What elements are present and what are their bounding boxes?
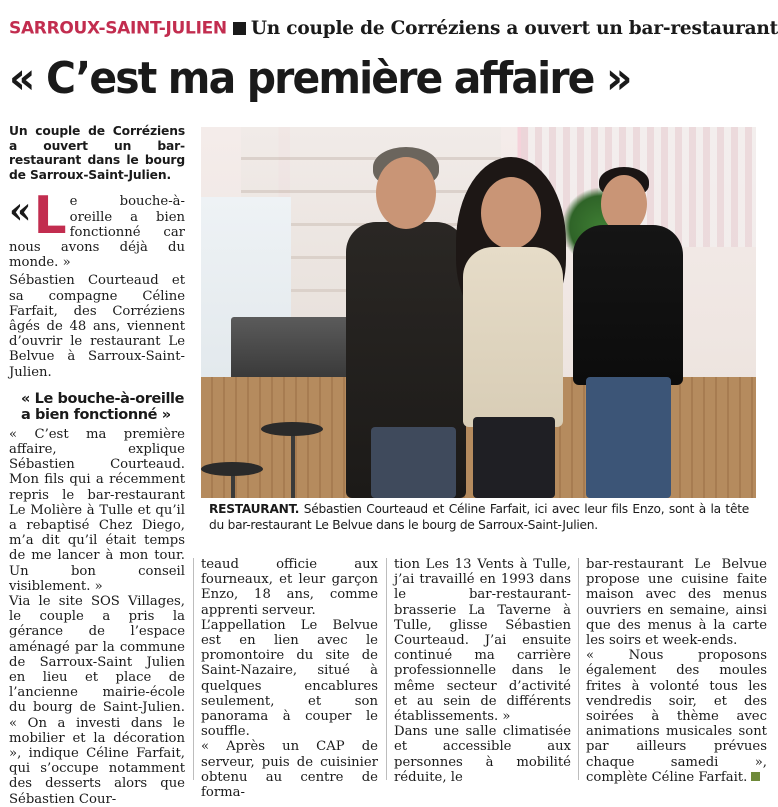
- column-rule: [578, 558, 579, 780]
- caption-label: RESTAURANT.: [209, 502, 300, 516]
- article-column-1: [9, 124, 185, 807]
- article-paragraph: teaud officie aux fourneaux, et leur garçon Enzo, 18 ans, comme apprenti serveur.: [201, 557, 378, 618]
- opening-paragraph-text: e bouche-à-oreille a bien fonctionné car nous avons déjà du monde. »: [9, 194, 185, 271]
- article-paragraph: L’appellation Le Belvue est en lien avec le promontoire du site de Saint-Nazaire, situé à quelques encablures seulement, et son panorama à couper le souffle.: [201, 617, 378, 740]
- article-paragraph: « Après un CAP de serveur, puis de cuisinier obtenu au centre de forma-: [201, 739, 378, 801]
- article-column-2: [201, 557, 378, 801]
- kicker-row: [9, 18, 778, 44]
- opening-quote-mark: «: [9, 190, 32, 233]
- article-opening-paragraph: [9, 186, 185, 271]
- article-paragraph: [586, 648, 767, 785]
- end-of-article-square-icon: [751, 772, 760, 781]
- photo-caption: [209, 501, 749, 534]
- article-subhead: « Le bouche-à-oreille a bien fonctionné »: [21, 390, 185, 423]
- separator-square-icon: [233, 22, 246, 35]
- photo-stool: [201, 462, 263, 476]
- article-paragraph: Dans une salle climatisée et accessible aux personnes à mobilité réduite, le: [394, 724, 571, 785]
- kicker-subtitle: Un couple de Corréziens a ouvert un bar-restaurant: [250, 18, 778, 39]
- article-paragraph: bar-restaurant Le Belvue propose une cuisine faite maison avec des menus ouvriers en semaine, ainsi que des menus à la carte les soirs et week-ends.: [586, 557, 767, 649]
- article-paragraph: « C’est ma première affaire, explique Sébastien Courteaud. Mon fils qui a récemment repris le bar-restaurant Le Molière à Tulle et qu’il a rebaptisé Chez Diego, m’a dit qu’il était temps de me lancer à mon tour. Un bon conseil visiblement. »: [9, 426, 185, 594]
- article-column-3: [394, 557, 571, 785]
- headline: « C’est ma première affaire »: [9, 53, 631, 104]
- photo-stool-leg: [291, 427, 295, 498]
- article-photo: [201, 127, 756, 498]
- article-paragraph: Sébastien Courteaud et sa compagne Céline Farfait, des Corréziens âgés de 48 ans, viennent d’ouvrir le restaurant Le Belvue à Sarroux-Saint-Julien.: [9, 273, 185, 380]
- article-lead: Un couple de Corréziens a ouvert un bar-restaurant dans le bourg de Sarroux-Saint-Julien.: [9, 124, 185, 182]
- article-paragraph: Via le site SOS Villages, le couple a pris la gérance de l’espace aménagé par la commune de Sarroux-Saint Julien en lieu et place de l’ancienne mairie-école du bourg de Saint-Julien. « On a investi dans le mobilier et la décoration », indique Céline Farfait, qui s’occupe notamment des desserts alors que Sébastien Cour-: [9, 594, 185, 807]
- column-rule: [386, 558, 387, 780]
- closing-paragraph-text: « Nous proposons également des moules frites à volonté tous les vendredis soir, et des soirées à thème avec animations musicales sont par ailleurs prévues chaque samedi », complète Céline Farfait.: [586, 648, 767, 785]
- caption-text: Sébastien Courteaud et Céline Farfait, ici avec leur fils Enzo, sont à la tête du bar-restaurant Le Belvue dans le bourg de Sarroux-Saint-Julien.: [209, 502, 749, 533]
- photo-stool: [261, 422, 323, 436]
- article-paragraph: tion Les 13 Vents à Tulle, j’ai travaillé en 1993 dans le bar-restaurant-brasserie La Taverne à Tulle, glisse Sébastien Courteaud. J’ai ensuite continué ma carrière professionnelle dans le même secteur d’activité et au sein de différents établissements. »: [394, 557, 571, 725]
- column-rule: [193, 558, 194, 780]
- article-column-4: [586, 557, 767, 785]
- location-kicker: SARROUX-SAINT-JULIEN: [9, 18, 227, 39]
- dropcap-letter: L: [33, 186, 67, 247]
